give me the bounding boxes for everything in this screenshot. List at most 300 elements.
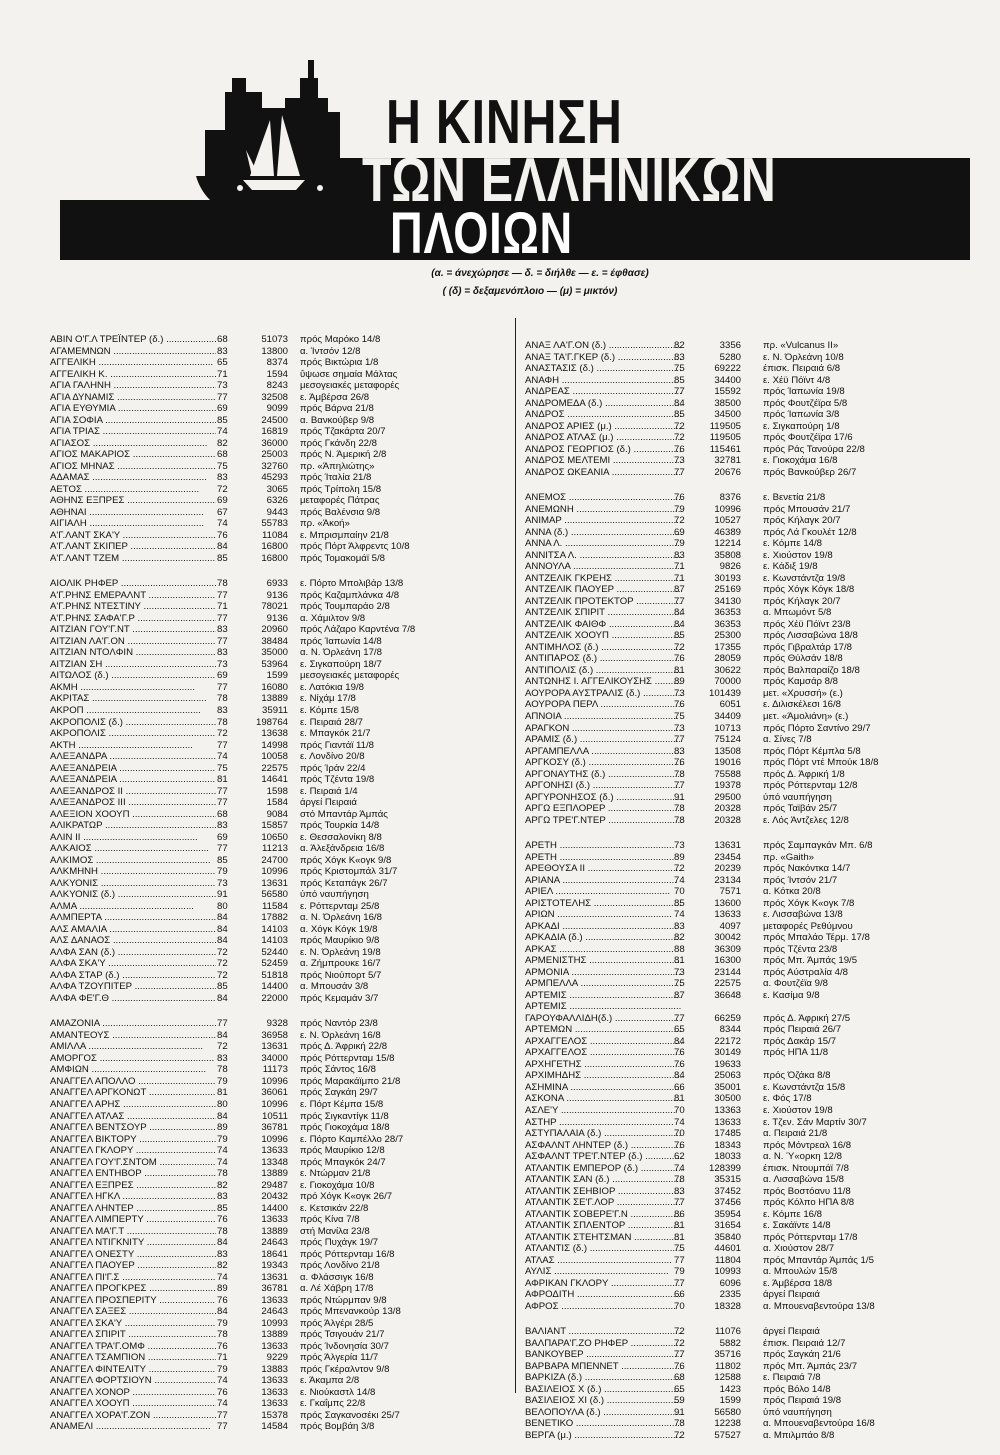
movement-status: α. Ζήμπρουκε 16/7 xyxy=(300,958,381,970)
tonnage: 22575 xyxy=(261,762,288,774)
movement-status: πρός Κήλαγκ 20/7 xyxy=(763,515,841,527)
ship-name: ΑΡΜΠΕΛΛΑ ..... xyxy=(525,978,682,990)
tonnage: 11076 xyxy=(715,1326,741,1338)
movement-status: πρός Κόλπο ΗΠΑ 8/8 xyxy=(763,1197,855,1209)
ship-row xyxy=(50,1249,510,1261)
tonnage: 11584 xyxy=(262,900,288,912)
build-year: 89 xyxy=(674,851,685,863)
build-year: 79 xyxy=(674,538,685,550)
movement-status: α. Άλεξάνδρεια 16/8 xyxy=(300,843,385,855)
movement-status: ε. Κόμπε 14/8 xyxy=(763,538,822,550)
tonnage: 35001 xyxy=(714,1081,741,1093)
ship-row xyxy=(50,1099,510,1111)
movement-status: πρός Όζάκα 8/8 xyxy=(763,1070,831,1082)
ship-name: ΑΘΗΝΣ ΕΞΠΡΕΣ ..... xyxy=(50,495,216,507)
movement-status: πρός Ταϊβάν 25/7 xyxy=(763,803,838,815)
tonnage: 20432 xyxy=(261,1191,288,1203)
build-year: 77 xyxy=(674,1197,685,1209)
ship-row xyxy=(50,670,510,682)
movement-status: ε. Λός Άντζελες 12/8 xyxy=(763,814,849,826)
ship-row xyxy=(50,1306,510,1318)
ship-name: ΑΡΕΘΟΥΣΑ ΙΙ ..... xyxy=(525,863,682,875)
ship-row xyxy=(50,357,510,369)
ship-group xyxy=(525,840,985,1312)
build-year: 84 xyxy=(674,618,685,630)
movement-status: ΰψωσε σημαία Μάλτας xyxy=(300,368,398,380)
ship-name: ΑΤΛΑΝΤΙΣ (δ.) ..... xyxy=(525,1243,682,1255)
build-year: 77 xyxy=(217,1018,228,1030)
tonnage: 36353 xyxy=(714,607,741,619)
ship-row xyxy=(50,855,510,867)
build-year: 75 xyxy=(674,710,685,722)
tonnage: 2335 xyxy=(719,1289,741,1301)
ship-row xyxy=(525,467,985,479)
ship-row xyxy=(50,507,510,519)
ship-row xyxy=(525,550,985,562)
ship-row xyxy=(50,1421,510,1433)
tonnage: 35716 xyxy=(714,1349,741,1361)
ship-row xyxy=(50,1111,510,1123)
tonnage: 8374 xyxy=(266,357,288,369)
ship-row xyxy=(50,901,510,913)
ship-group xyxy=(50,578,510,1004)
ship-name: ΑΜΟΡΓΟΣ ..... xyxy=(50,1053,216,1065)
ship-row xyxy=(525,1289,985,1301)
build-year: 84 xyxy=(217,1029,228,1041)
tonnage: 13633 xyxy=(261,1375,288,1387)
tonnage: 32760 xyxy=(261,460,288,472)
build-year: 68 xyxy=(217,449,228,461)
title-banner xyxy=(0,0,1000,265)
build-year: 77 xyxy=(217,785,228,797)
build-year: 72 xyxy=(217,728,228,740)
ship-row xyxy=(50,369,510,381)
tonnage: 10993 xyxy=(714,1266,741,1278)
build-year: 69 xyxy=(217,670,228,682)
tonnage: 30193 xyxy=(714,572,741,584)
tonnage: 19343 xyxy=(261,1260,288,1272)
build-year: 72 xyxy=(674,1429,685,1441)
title-line-1: Η ΚΙΝΗΣΗ xyxy=(386,88,623,157)
ship-row xyxy=(50,518,510,530)
ship-row xyxy=(50,1168,510,1180)
movement-status: πρός Τομακομάϊ 5/8 xyxy=(300,552,385,564)
ship-row xyxy=(525,653,985,665)
ship-row xyxy=(50,878,510,890)
movement-status: πρός Μόντρεαλ 16/8 xyxy=(763,1139,852,1151)
tonnage: 30622 xyxy=(714,664,741,676)
tonnage: 101439 xyxy=(708,687,741,699)
movement-status: πρ. «Vulcanus II» xyxy=(763,340,839,351)
build-year: 71 xyxy=(217,601,228,613)
build-year: 84 xyxy=(217,1237,228,1249)
ship-row xyxy=(50,1018,510,1030)
ship-name: ΑΡΚΑΔΙ ..... xyxy=(525,921,682,933)
tonnage: 36353 xyxy=(714,618,741,630)
ship-name: ΑΡΓΥΡΟΝΗΣΟΣ (δ.) ..... xyxy=(525,792,682,804)
ship-row xyxy=(50,866,510,878)
ship-row xyxy=(525,1407,985,1419)
ship-name: ΑΡΑΓΚΟΝ ..... xyxy=(525,723,682,735)
ship-name: ΑΝΑΓΓΕΛ ΗΓΚΛ ..... xyxy=(50,1191,216,1203)
tonnage: 19378 xyxy=(714,780,741,792)
movement-status: έπισκ. Ντουμπάϊ 7/8 xyxy=(763,1162,849,1174)
tonnage: 5882 xyxy=(719,1337,741,1349)
ship-name: ΑΓΙΑ ΓΑΛΗΝΗ ..... xyxy=(50,380,216,392)
legend-line-2: ( (δ) = δεξαμενόπλοιο — (μ) = μικτόν) xyxy=(442,286,618,297)
movement-status: πρός Θύλσάν 18/8 xyxy=(763,653,843,665)
tonnage: 30042 xyxy=(714,932,741,944)
tonnage: 18033 xyxy=(714,1151,741,1163)
ship-row xyxy=(525,909,985,921)
movement-status: πρός Βικτώρια 1/8 xyxy=(300,357,379,369)
movement-status: ε. Νίχάμ 17/8 xyxy=(300,693,356,705)
tonnage: 9328 xyxy=(266,1018,288,1030)
tonnage: 22172 xyxy=(714,1035,741,1047)
ship-name: ΑΛΕΞΑΝΔΡΕΙΑ ..... xyxy=(50,774,216,786)
ship-name: ΑΕΤΟΣ ..... xyxy=(50,484,216,496)
movement-status: πρός Πειραιά 19/8 xyxy=(763,1395,842,1407)
ship-name: ΑΚΡΟΠ ..... xyxy=(50,705,216,717)
ship-name: ΑΜΦΙΩΝ ..... xyxy=(50,1064,216,1076)
movement-status: πρός Τρίπολη 15/8 xyxy=(300,483,382,495)
build-year: 76 xyxy=(674,699,685,711)
build-year: 74 xyxy=(217,1145,228,1157)
build-year: 85 xyxy=(217,552,228,564)
tonnage: 20676 xyxy=(714,466,741,478)
build-year: 69 xyxy=(217,831,228,843)
tonnage: 115461 xyxy=(709,443,741,455)
tonnage: 34130 xyxy=(714,595,741,607)
ship-row xyxy=(525,504,985,516)
ship-row xyxy=(525,375,985,387)
ship-name: ΑΓΙΟΣ ΜΑΚΑΡΙΟΣ ..... xyxy=(50,449,216,461)
build-year: 73 xyxy=(217,380,228,392)
ship-row xyxy=(525,1151,985,1163)
build-year: 76 xyxy=(217,529,228,541)
ship-row xyxy=(50,590,510,602)
build-year: 79 xyxy=(217,866,228,878)
build-year: 72 xyxy=(674,863,685,875)
legend-line-1: (α. = άνεχώρησε — δ. = διήλθε — ε. = έφθασε) xyxy=(431,268,649,279)
movement-status: ε. Φός 17/8 xyxy=(763,1093,812,1105)
ship-row xyxy=(525,1395,985,1407)
build-year: 81 xyxy=(674,1093,685,1105)
ship-name: ΑΓΑΜΕΜΝΩΝ ..... xyxy=(50,346,216,358)
ship-row xyxy=(50,1122,510,1134)
ship-name: ΑΛΦΑ ΣΤΑΡ (δ.) ..... xyxy=(50,970,216,982)
ship-name: ΑΝΔΡΟΣ ΜΕΛΤΕΜΙ ..... xyxy=(525,455,682,467)
ship-name: ΑΛΕΞΙΟΝ ΧΟΟΥΠ ..... xyxy=(50,809,216,821)
ship-row xyxy=(525,455,985,467)
ship-row xyxy=(50,392,510,404)
build-year: 78 xyxy=(674,1418,685,1430)
movement-status: πρός Φουτζέϊρα 17/6 xyxy=(763,432,853,444)
movement-status: πρός Άλγέρι 28/5 xyxy=(300,1317,374,1329)
ship-name: ΑΡΙΕΛ ..... xyxy=(525,886,682,898)
build-year: 85 xyxy=(674,374,685,386)
ship-name: ΑΝΝΑ Λ. ..... xyxy=(525,538,682,550)
movement-status: πρός Βαλπαραίζο 18/8 xyxy=(763,664,860,676)
movement-status: πρός Μπαλάο Τέρμ. 17/8 xyxy=(763,932,870,944)
tonnage: 19633 xyxy=(714,1058,741,1070)
ship-name: ΑΓΙΑΣΟΣ ..... xyxy=(50,438,216,450)
ship-name: ΑΙΤΖΙΑΝ ΝΤΟΛΦΙΝ ..... xyxy=(50,647,216,659)
build-year: 80 xyxy=(217,900,228,912)
ship-row xyxy=(525,1174,985,1186)
build-year: 72 xyxy=(674,432,685,444)
ship-name: ΑΤΛΑΝΤΙΚ ΣΤΕΗΤΣΜΑΝ ..... xyxy=(525,1232,682,1244)
movement-status: α. Μπουεναβεντούρα 16/8 xyxy=(763,1418,875,1430)
movement-status: ε. Πόρτο Καμπέλλο 28/7 xyxy=(300,1133,404,1145)
ship-name: ΑΡΧΑΓΓΕΛΟΣ ..... xyxy=(525,1036,682,1048)
build-year: 79 xyxy=(217,1363,228,1375)
ship-name: ΑΝΤΖΕΛΙΚ ΠΡΟΤΕΚΤΟΡ ..... xyxy=(525,596,682,608)
ship-name: ΑΜΑΝΤΕΟΥΣ ..... xyxy=(50,1030,216,1042)
tonnage: 36781 xyxy=(261,1122,288,1134)
tonnage: 13348 xyxy=(261,1156,288,1168)
build-year: 84 xyxy=(217,1306,228,1318)
build-year: 76 xyxy=(674,1047,685,1059)
ship-name: ΑΓΓΕΛΙΚΗ ..... xyxy=(50,357,216,369)
ship-name: ΑΝΔΡΟΣ ΩΚΕΑΝΙΑ ..... xyxy=(525,467,682,479)
movement-status: πρός Κεταπάγκ 26/7 xyxy=(300,877,388,889)
tonnage: 16300 xyxy=(714,955,741,967)
ship-name: ΑΝΔΡΟΣ ..... xyxy=(525,409,682,421)
tonnage: 37456 xyxy=(714,1197,741,1209)
ship-row xyxy=(50,1329,510,1341)
build-year: 77 xyxy=(674,734,685,746)
tonnage: 11173 xyxy=(262,1064,288,1076)
ship-row xyxy=(50,1237,510,1249)
build-year: 80 xyxy=(217,1099,228,1110)
build-year: 74 xyxy=(674,1162,685,1174)
tonnage: 13800 xyxy=(261,345,288,357)
tonnage: 17355 xyxy=(714,641,741,653)
ship-name: ΑΣΚΟΝΑ ..... xyxy=(525,1093,682,1105)
movement-status: στό Μπαντάρ Άμπάς xyxy=(300,808,388,820)
movement-status: μεταφορές Ρεθύμνου xyxy=(763,920,853,932)
build-year: 82 xyxy=(674,340,685,351)
ship-name: ΑΝΑΓΓΕΛ ΣΠΙΡΙΤ ..... xyxy=(50,1329,216,1341)
movement-status: πρός Μαυρίκιο 9/8 xyxy=(300,935,380,947)
build-year: 77 xyxy=(674,1254,685,1266)
ship-row xyxy=(525,875,985,887)
movement-status: ε. Κόμπε 15/8 xyxy=(300,704,359,716)
tonnage: 17882 xyxy=(261,912,288,924)
build-year: 78 xyxy=(674,814,685,826)
movement-status: πρός Αύστραλία 4/8 xyxy=(763,966,849,978)
build-year: 87 xyxy=(674,584,685,596)
ship-name: ΑΙΟΛΙΚ ΡΗΦΕΡ ..... xyxy=(50,578,216,590)
build-year: 79 xyxy=(674,503,685,515)
ship-row xyxy=(50,346,510,358)
tonnage: 35954 xyxy=(714,1208,741,1220)
build-year: 84 xyxy=(674,397,685,409)
tonnage: 28059 xyxy=(714,653,741,665)
tonnage: 1599 xyxy=(719,1395,741,1407)
movement-status: πρός Βάρνα 21/8 xyxy=(300,403,374,415)
ship-name: ΑΡΙΣΤΟΤΕΛΗΣ ..... xyxy=(525,898,682,910)
ship-row xyxy=(525,630,985,642)
ship-name: ΑΓΙΑ ΕΥΘΥΜΙΑ ..... xyxy=(50,403,216,415)
movement-status: πρός Ίαπωνία 19/8 xyxy=(763,386,845,398)
movement-status: ε. Θεσσαλονίκη 8/8 xyxy=(300,831,382,843)
ship-row xyxy=(525,1024,985,1036)
movement-status: πρός Μαρόκο 14/8 xyxy=(300,334,381,345)
build-year: 78 xyxy=(217,578,228,590)
ship-name: ΑΓΙΑ ΤΡΙΑΣ ..... xyxy=(50,426,216,438)
build-year: 83 xyxy=(217,1052,228,1064)
ship-row xyxy=(525,803,985,815)
tonnage: 55783 xyxy=(261,518,288,530)
ship-row xyxy=(50,820,510,832)
tonnage: 16080 xyxy=(261,681,288,693)
tonnage: 56580 xyxy=(261,889,288,901)
movement-status: α. Σίνες 7/8 xyxy=(763,734,812,746)
ship-name: ΑΝΤΙΜΗΛΟΣ (δ.) ..... xyxy=(525,642,682,654)
ship-name: ΓΑΡΟΥΦΑΛΛΙΔΗ(δ.) ..... xyxy=(525,1013,682,1025)
ship-row xyxy=(525,409,985,421)
ship-name: ΑΙΤΖΙΑΝ ΣΗ ..... xyxy=(50,659,216,671)
ship-row xyxy=(525,688,985,700)
movement-status: ε. Ντώρμαν 21/8 xyxy=(300,1168,371,1180)
tonnage: 13633 xyxy=(714,1116,741,1128)
build-year: 81 xyxy=(674,1220,685,1232)
tonnage: 10996 xyxy=(261,866,288,878)
ship-name: ΑΛΜΑ ..... xyxy=(50,901,216,913)
build-year: 77 xyxy=(217,739,228,751)
build-year: 71 xyxy=(674,572,685,584)
ship-name: ΑΝΤΩΝΗΣ Ι. ΑΓΓΕΛΙΚΟΥΣΗΣ ..... xyxy=(525,676,682,688)
build-year: 85 xyxy=(674,897,685,909)
tonnage: 6933 xyxy=(266,578,288,590)
tonnage: 46389 xyxy=(714,526,741,538)
tonnage: 20328 xyxy=(714,803,741,815)
movement-status: ε. Πειραιά 7/8 xyxy=(763,1372,821,1384)
build-year: 82 xyxy=(217,437,228,449)
movement-status: α. Λέ Χάβρη 17/8 xyxy=(300,1283,374,1295)
build-year: 83 xyxy=(674,745,685,757)
ship-name: ΑΒΙΝ Ο'Γ.Λ ΤΡΕΪΝΤΕΡ (δ.) ..... xyxy=(50,334,216,346)
ship-row xyxy=(525,863,985,875)
movement-status: ε. Πειραιά 1/4 xyxy=(300,785,358,797)
ship-name: ΑΝΑΓΓΕΛ ΒΕΝΤΣΟΥΡ ..... xyxy=(50,1122,216,1134)
movement-status: πρός Κεμαμάν 3/7 xyxy=(300,992,379,1004)
ship-row xyxy=(525,1070,985,1082)
ship-row xyxy=(50,1157,510,1169)
tonnage: 10996 xyxy=(714,503,741,515)
ship-name: ΑΙΤΩΛΟΣ (δ.) ..... xyxy=(50,670,216,682)
ship-row xyxy=(525,1255,985,1267)
movement-status: πρός Κριστομπάλ 31/7 xyxy=(300,866,398,878)
build-year: 77 xyxy=(674,1277,685,1289)
movement-status: πρός Λισσαβώνα 18/8 xyxy=(763,630,858,642)
ship-name: ΑΡΙΑΝΑ ..... xyxy=(525,875,682,887)
tonnage: 9084 xyxy=(266,808,288,820)
ship-name: ΑΝΑΓΓΕΛ ΠΙ'Γ.Σ ..... xyxy=(50,1272,216,1284)
ship-name: ΒΑΣΙΛΕΙΟΣ Χ (δ.) ..... xyxy=(525,1384,682,1396)
ship-row xyxy=(50,1375,510,1387)
ship-row xyxy=(50,1260,510,1272)
ship-row xyxy=(525,1326,985,1338)
ship-row xyxy=(525,1243,985,1255)
ship-row xyxy=(50,553,510,565)
movement-status: ε. Μπαγκόκ 21/7 xyxy=(300,728,371,740)
movement-status: έπισκ. Πειραιά 6/8 xyxy=(763,363,841,375)
ship-row xyxy=(50,472,510,484)
tonnage: 34000 xyxy=(261,1052,288,1064)
tonnage: 14641 xyxy=(261,774,288,786)
build-year: 73 xyxy=(217,658,228,670)
ship-row xyxy=(50,415,510,427)
build-year: 77 xyxy=(674,1012,685,1024)
ship-row xyxy=(50,1053,510,1065)
movement-status: πρός Λά Γκουλέτ 12/8 xyxy=(763,526,857,538)
movement-status: ε. Διλισκέλεσι 16/8 xyxy=(763,699,842,711)
ship-row xyxy=(525,1001,985,1013)
ship-row xyxy=(525,1209,985,1221)
tonnage: 1594 xyxy=(266,368,288,380)
ship-row xyxy=(525,527,985,539)
ship-name: ΑΝΔΡΟΣ ΓΕΩΡΓΙΟΣ (δ.) ..... xyxy=(525,444,682,456)
movement-status: πρός Δακάρ 15/7 xyxy=(763,1035,837,1047)
ship-name: ΑΝΑΓΓΕΛ ΣΚΑ'Υ ..... xyxy=(50,1318,216,1330)
movement-status: πρός Ρόττερνταμ 12/8 xyxy=(763,780,858,792)
build-year: 83 xyxy=(674,549,685,561)
ship-row xyxy=(525,1128,985,1140)
movement-status: πρ. «Άπηλιώτης» xyxy=(300,460,375,472)
ship-row xyxy=(50,993,510,1005)
ship-name: ΑΝΑΓΓΕΛ ΠΑΟΥΕΡ ..... xyxy=(50,1260,216,1272)
build-year: 85 xyxy=(217,414,228,426)
ship-row xyxy=(525,955,985,967)
build-year: 79 xyxy=(217,1075,228,1087)
build-year: 91 xyxy=(674,791,685,803)
ship-row xyxy=(525,932,985,944)
tonnage: 38500 xyxy=(714,397,741,409)
ship-name: ΑΚΜΗ ..... xyxy=(50,682,216,694)
build-year: 78 xyxy=(674,768,685,780)
build-year: 69 xyxy=(674,526,685,538)
build-year: 85 xyxy=(217,981,228,993)
build-year: 75 xyxy=(217,460,228,472)
tonnage: 10996 xyxy=(261,1133,288,1145)
ship-group xyxy=(525,340,985,478)
ship-row xyxy=(50,1191,510,1203)
movement-status: πρός Τζέντα 19/8 xyxy=(300,774,375,786)
tonnage: 24500 xyxy=(261,414,288,426)
left-column xyxy=(50,334,510,1447)
ship-row xyxy=(525,1117,985,1129)
movement-status: πρός Δ. Άφρική 27/5 xyxy=(763,1012,851,1024)
movement-status: ε. Γιοκοχάμα 10/8 xyxy=(300,1179,375,1191)
build-year: 66 xyxy=(674,1289,685,1301)
ship-group xyxy=(525,1326,985,1441)
movement-status: α. Φλάσσιγκ 16/8 xyxy=(300,1271,374,1283)
tonnage: 12588 xyxy=(714,1372,741,1384)
ship-row xyxy=(50,647,510,659)
ship-name: ΑΦΡΟΔΙΤΗ ..... xyxy=(525,1289,682,1301)
ship-name: ΑΛΣ ΔΑΝΑΟΣ ..... xyxy=(50,935,216,947)
movement-status: ε. Ν. Όρλεάνη 16/8 xyxy=(300,1029,381,1041)
ship-row xyxy=(525,852,985,864)
ship-name: ΑΛΜΠΕΡΤΑ ..... xyxy=(50,912,216,924)
ship-row xyxy=(525,584,985,596)
movement-status: πρός Καζαμπλάνκα 4/8 xyxy=(300,589,400,601)
tonnage: 69222 xyxy=(714,363,741,375)
build-year: 83 xyxy=(217,1248,228,1260)
